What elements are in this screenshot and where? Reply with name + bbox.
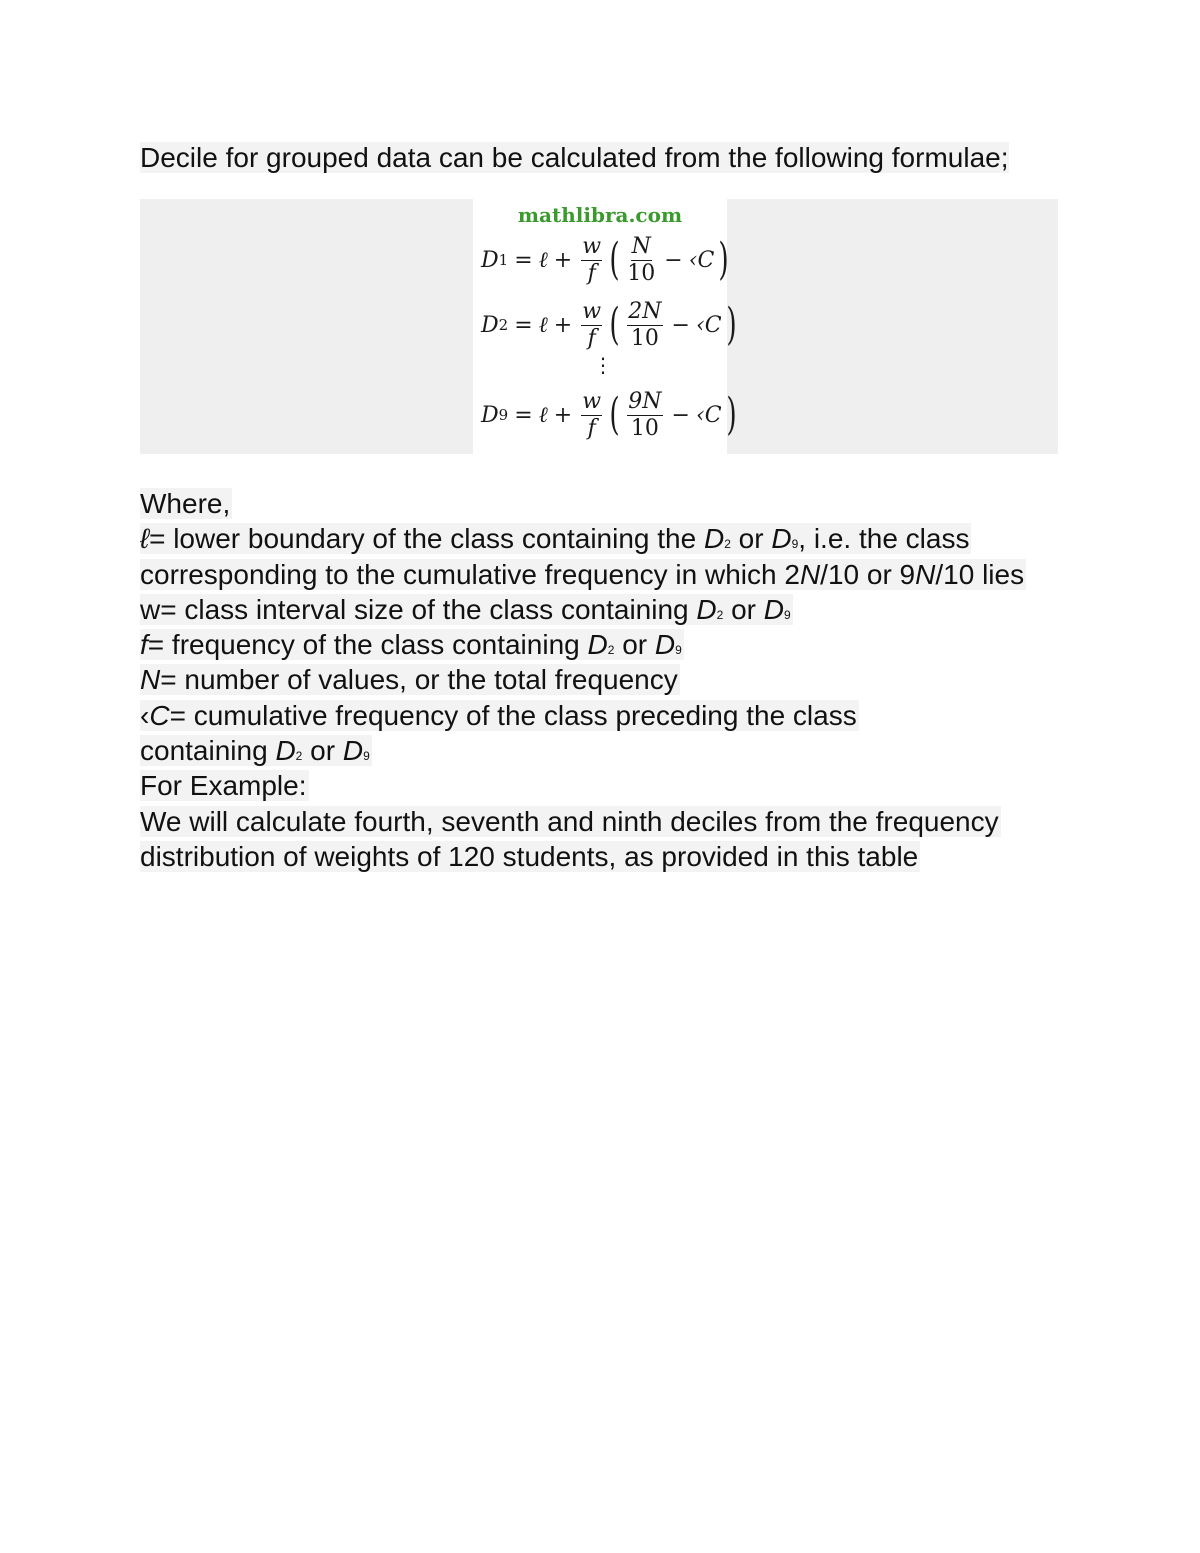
definition-w — [140, 592, 1026, 627]
formula-sub: 9 — [498, 406, 509, 424]
left-paren: ( — [609, 234, 620, 285]
right-paren: ) — [718, 234, 730, 285]
definition-l — [140, 521, 1026, 556]
fraction-9n-10 — [627, 388, 662, 441]
frac-num: w — [582, 298, 602, 324]
frac-den: f — [587, 260, 596, 286]
formula-l: ℓ — [538, 403, 548, 428]
definition-w-text: w= class interval size of the class containing — [140, 593, 697, 625]
left-paren: ( — [609, 299, 620, 350]
frac-den: 10 — [627, 260, 656, 286]
symbol-d: D — [771, 523, 792, 555]
definitions-section — [140, 486, 1026, 874]
formula-cf: ‹C — [695, 312, 722, 338]
intro-text: Decile for grouped data can be calculated from the following formulae; — [140, 142, 1009, 173]
symbol-less: ‹ — [140, 699, 150, 731]
fraction-n-10 — [627, 233, 656, 286]
formula-band — [140, 199, 1058, 454]
frac-num: 9N — [628, 388, 662, 414]
formula-lhs: D — [481, 247, 499, 273]
frac-num: 2N — [628, 298, 662, 324]
frac-den: f — [587, 325, 596, 351]
plus-sign: + — [553, 312, 573, 338]
symbol-d: D — [763, 593, 785, 625]
or-text: or — [302, 735, 343, 767]
definition-n — [140, 662, 1026, 697]
definition-f-text: = frequency of the class containing — [147, 629, 588, 661]
example-text-1: We will calculate fourth, seventh and ninth deciles from the frequency — [140, 805, 999, 837]
example-label-line — [140, 768, 1026, 803]
formula-l: ℓ — [538, 313, 548, 338]
watermark: mathlibra.com — [517, 203, 683, 227]
formula-row-d2 — [481, 292, 741, 358]
subscript: 9 — [791, 537, 799, 552]
text: corresponding to the cumulative frequency in which 2 — [140, 558, 800, 590]
definition-l-continued — [140, 557, 1026, 592]
symbol-d: D — [696, 593, 717, 625]
definition-l-text-end: , i.e. the class — [798, 523, 970, 555]
formula-row-d1 — [481, 227, 734, 293]
where-line — [140, 486, 1026, 521]
frac-den: 10 — [630, 325, 659, 351]
equals-sign: = — [514, 247, 533, 273]
subscript: 9 — [363, 749, 370, 764]
definition-c — [140, 698, 1026, 733]
or-text: or — [723, 593, 764, 625]
symbol-d: D — [587, 629, 608, 661]
example-label: For Example: — [140, 770, 307, 802]
definition-c-continued — [140, 733, 1026, 768]
formula-lhs: D — [481, 402, 499, 428]
definition-f — [140, 627, 1026, 662]
text: /10 lies — [935, 558, 1025, 590]
where-label: Where, — [140, 488, 231, 519]
symbol-d: D — [654, 629, 676, 661]
symbol-c: C — [149, 699, 170, 731]
symbol-d: D — [275, 735, 296, 767]
example-line-1 — [140, 804, 1026, 839]
text: containing — [140, 735, 276, 767]
example-text-2: distribution of weights of 120 students, as provided in this table — [140, 840, 919, 872]
minus-sign: − — [664, 247, 683, 273]
subscript: 9 — [784, 607, 791, 622]
text: /10 or 9 — [820, 558, 916, 590]
plus-sign: + — [553, 247, 573, 273]
frac-num: w — [582, 388, 602, 414]
intro-paragraph — [140, 140, 1009, 176]
definition-n-text: = number of values, or the total frequency — [160, 664, 678, 696]
minus-sign: − — [671, 312, 690, 338]
frac-num: w — [582, 233, 602, 259]
symbol-n: N — [140, 664, 161, 696]
formula-cf: ‹C — [688, 247, 715, 273]
definition-c-text: = cumulative frequency of the class preceding the class — [169, 699, 857, 731]
subscript: 2 — [607, 643, 615, 658]
or-text: or — [730, 523, 772, 555]
symbol-n: N — [799, 558, 821, 590]
decile-formula-image — [473, 199, 737, 454]
symbol-l: ℓ — [140, 523, 150, 555]
formula-row-d9 — [481, 382, 741, 448]
fraction-w-f — [581, 388, 602, 441]
right-paren: ) — [726, 299, 737, 350]
formula-cf: ‹C — [695, 402, 722, 428]
formula-lhs: D — [481, 312, 499, 338]
definition-l-text: = lower boundary of the class containing the — [149, 523, 704, 555]
equals-sign: = — [514, 312, 533, 338]
fraction-2n-10 — [627, 298, 662, 351]
minus-sign: − — [671, 402, 690, 428]
equals-sign: = — [514, 402, 533, 428]
formula-l: ℓ — [538, 248, 548, 273]
fraction-w-f — [581, 298, 602, 351]
subscript: 2 — [295, 749, 303, 764]
example-line-2 — [140, 839, 1026, 874]
symbol-f: f — [140, 629, 148, 661]
formula-sub: 2 — [498, 316, 509, 334]
symbol-n: N — [915, 558, 936, 590]
left-paren: ( — [609, 389, 620, 440]
formula-sub: 1 — [498, 251, 509, 269]
vertical-ellipsis: ⋮ — [593, 353, 613, 377]
symbol-d: D — [703, 523, 725, 555]
frac-den: f — [587, 415, 596, 441]
frac-num: N — [631, 233, 651, 259]
fraction-w-f — [581, 233, 602, 286]
right-paren: ) — [726, 389, 737, 440]
or-text: or — [614, 629, 655, 661]
subscript: 2 — [716, 607, 724, 622]
symbol-d: D — [342, 735, 364, 767]
plus-sign: + — [553, 402, 573, 428]
frac-den: 10 — [630, 415, 659, 441]
subscript: 2 — [724, 537, 731, 552]
subscript: 9 — [675, 643, 682, 658]
